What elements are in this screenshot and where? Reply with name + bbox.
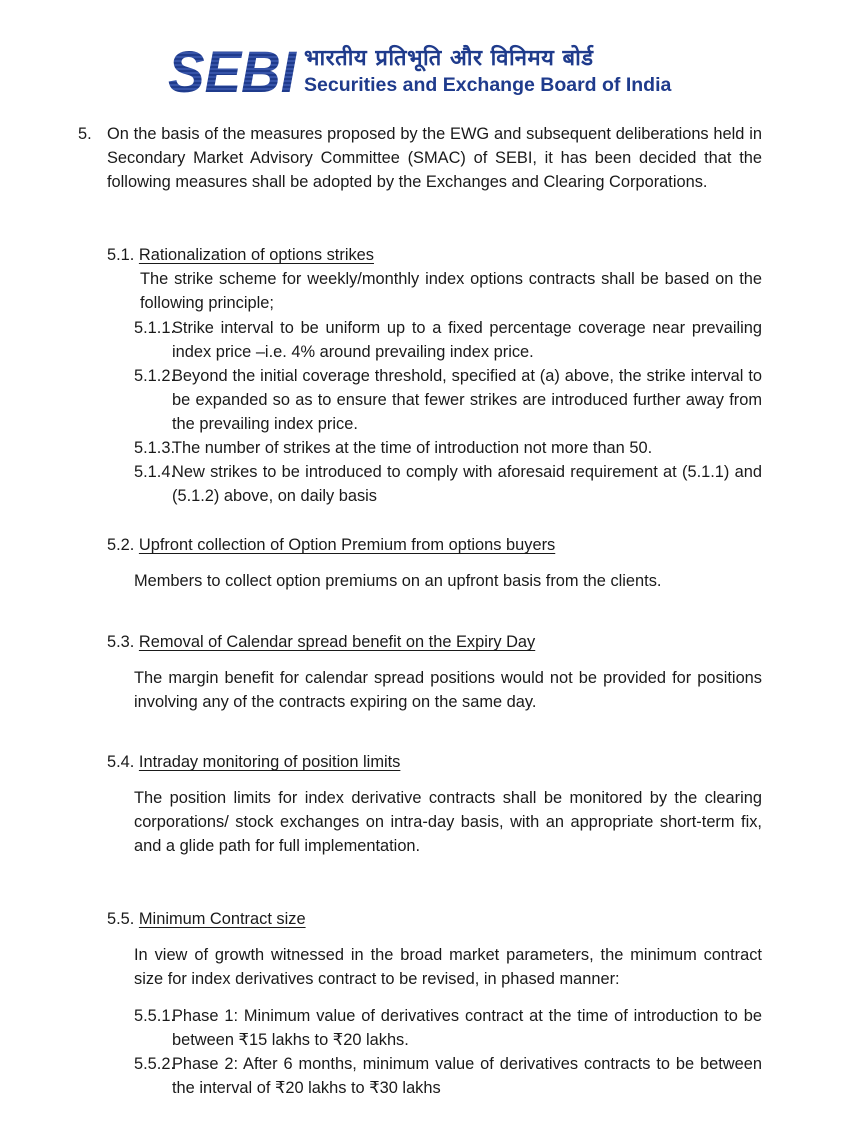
list-item <box>134 460 762 508</box>
section-5-1-heading <box>107 243 762 267</box>
section-5-4-body: The position limits for index derivative contracts shall be monitored by the clearing corporations/ stock exchanges on intra-day basis, with an appropriate short-term fix, and a glide path for full implementation. <box>134 789 762 856</box>
org-names <box>304 45 671 97</box>
section-5-4-heading <box>107 750 762 774</box>
section-title: Rationalization of options strikes <box>138 246 374 264</box>
section-number: 5.5. <box>107 910 135 928</box>
sebi-logo <box>166 42 298 100</box>
list-item <box>134 436 762 460</box>
item-text: The number of strikes at the time of introduction not more than 50. <box>172 439 653 457</box>
section-5-3-heading <box>107 630 762 654</box>
item-number: 5.5.1. <box>134 1007 176 1025</box>
item-number: 5.1.3. <box>134 439 176 457</box>
item-text: New strikes to be introduced to comply with aforesaid requirement at (5.1.1) and (5.1.2) above, on daily basis <box>172 463 762 506</box>
section-number: 5.2. <box>107 536 135 554</box>
intro-paragraph <box>78 122 762 195</box>
item-text: Beyond the initial coverage threshold, specified at (a) above, the strike interval to be expanded so as to ensure that fewer strikes are introduced further away from the prevailing index price. <box>172 367 762 434</box>
item-text: Phase 2: After 6 months, minimum value of derivatives contracts to be between the interval of ₹20 lakhs to ₹30 lakhs <box>172 1055 762 1098</box>
item-number: 5.1.2. <box>134 367 176 385</box>
section-title: Removal of Calendar spread benefit on the Expiry Day <box>138 633 536 651</box>
item-number: 5.1.1. <box>134 319 176 337</box>
section-5-1-body: The strike scheme for weekly/monthly index options contracts shall be based on the following principle; <box>140 270 762 313</box>
svg-text:SEBI: SEBI <box>168 42 298 100</box>
section-5-2-heading <box>107 533 762 557</box>
list-item <box>134 316 762 364</box>
section-title: Upfront collection of Option Premium from options buyers <box>138 536 556 554</box>
section-title: Intraday monitoring of position limits <box>138 753 401 771</box>
section-5-5-heading <box>107 907 762 931</box>
list-item <box>134 1052 762 1100</box>
org-name-english: Securities and Exchange Board of India <box>304 74 672 96</box>
intro-number: 5. <box>78 125 92 143</box>
item-text: Strike interval to be uniform up to a fixed percentage coverage near prevailing index price –i.e. 4% around prevailing index price. <box>172 319 762 362</box>
org-name-hindi: भारतीय प्रतिभूति और विनिमय बोर्ड <box>304 46 594 71</box>
section-5-2-body: Members to collect option premiums on an upfront basis from the clients. <box>134 572 662 590</box>
item-number: 5.1.4. <box>134 463 176 481</box>
item-number: 5.5.2. <box>134 1055 176 1073</box>
item-text: Phase 1: Minimum value of derivatives contract at the time of introduction to be between ₹15 lakhs to ₹20 lakhs. <box>172 1007 762 1050</box>
list-item <box>134 364 762 437</box>
section-5-3-body: The margin benefit for calendar spread positions would not be provided for positions involving any of the contracts expiring on the same day. <box>134 669 762 712</box>
list-item <box>134 1004 762 1052</box>
section-number: 5.3. <box>107 633 135 651</box>
intro-text: On the basis of the measures proposed by the EWG and subsequent deliberations held in Secondary Market Advisory Committee (SMAC) of SEBI, it has been decided that the following measures shall be adopted by the Exchanges and Clearing Corporations. <box>107 125 762 192</box>
section-5-5-body: In view of growth witnessed in the broad market parameters, the minimum contract size for index derivatives contract to be revised, in phased manner: <box>134 946 762 989</box>
section-number: 5.4. <box>107 753 135 771</box>
section-number: 5.1. <box>107 246 135 264</box>
section-title: Minimum Contract size <box>138 910 306 928</box>
sebi-header <box>166 42 671 100</box>
